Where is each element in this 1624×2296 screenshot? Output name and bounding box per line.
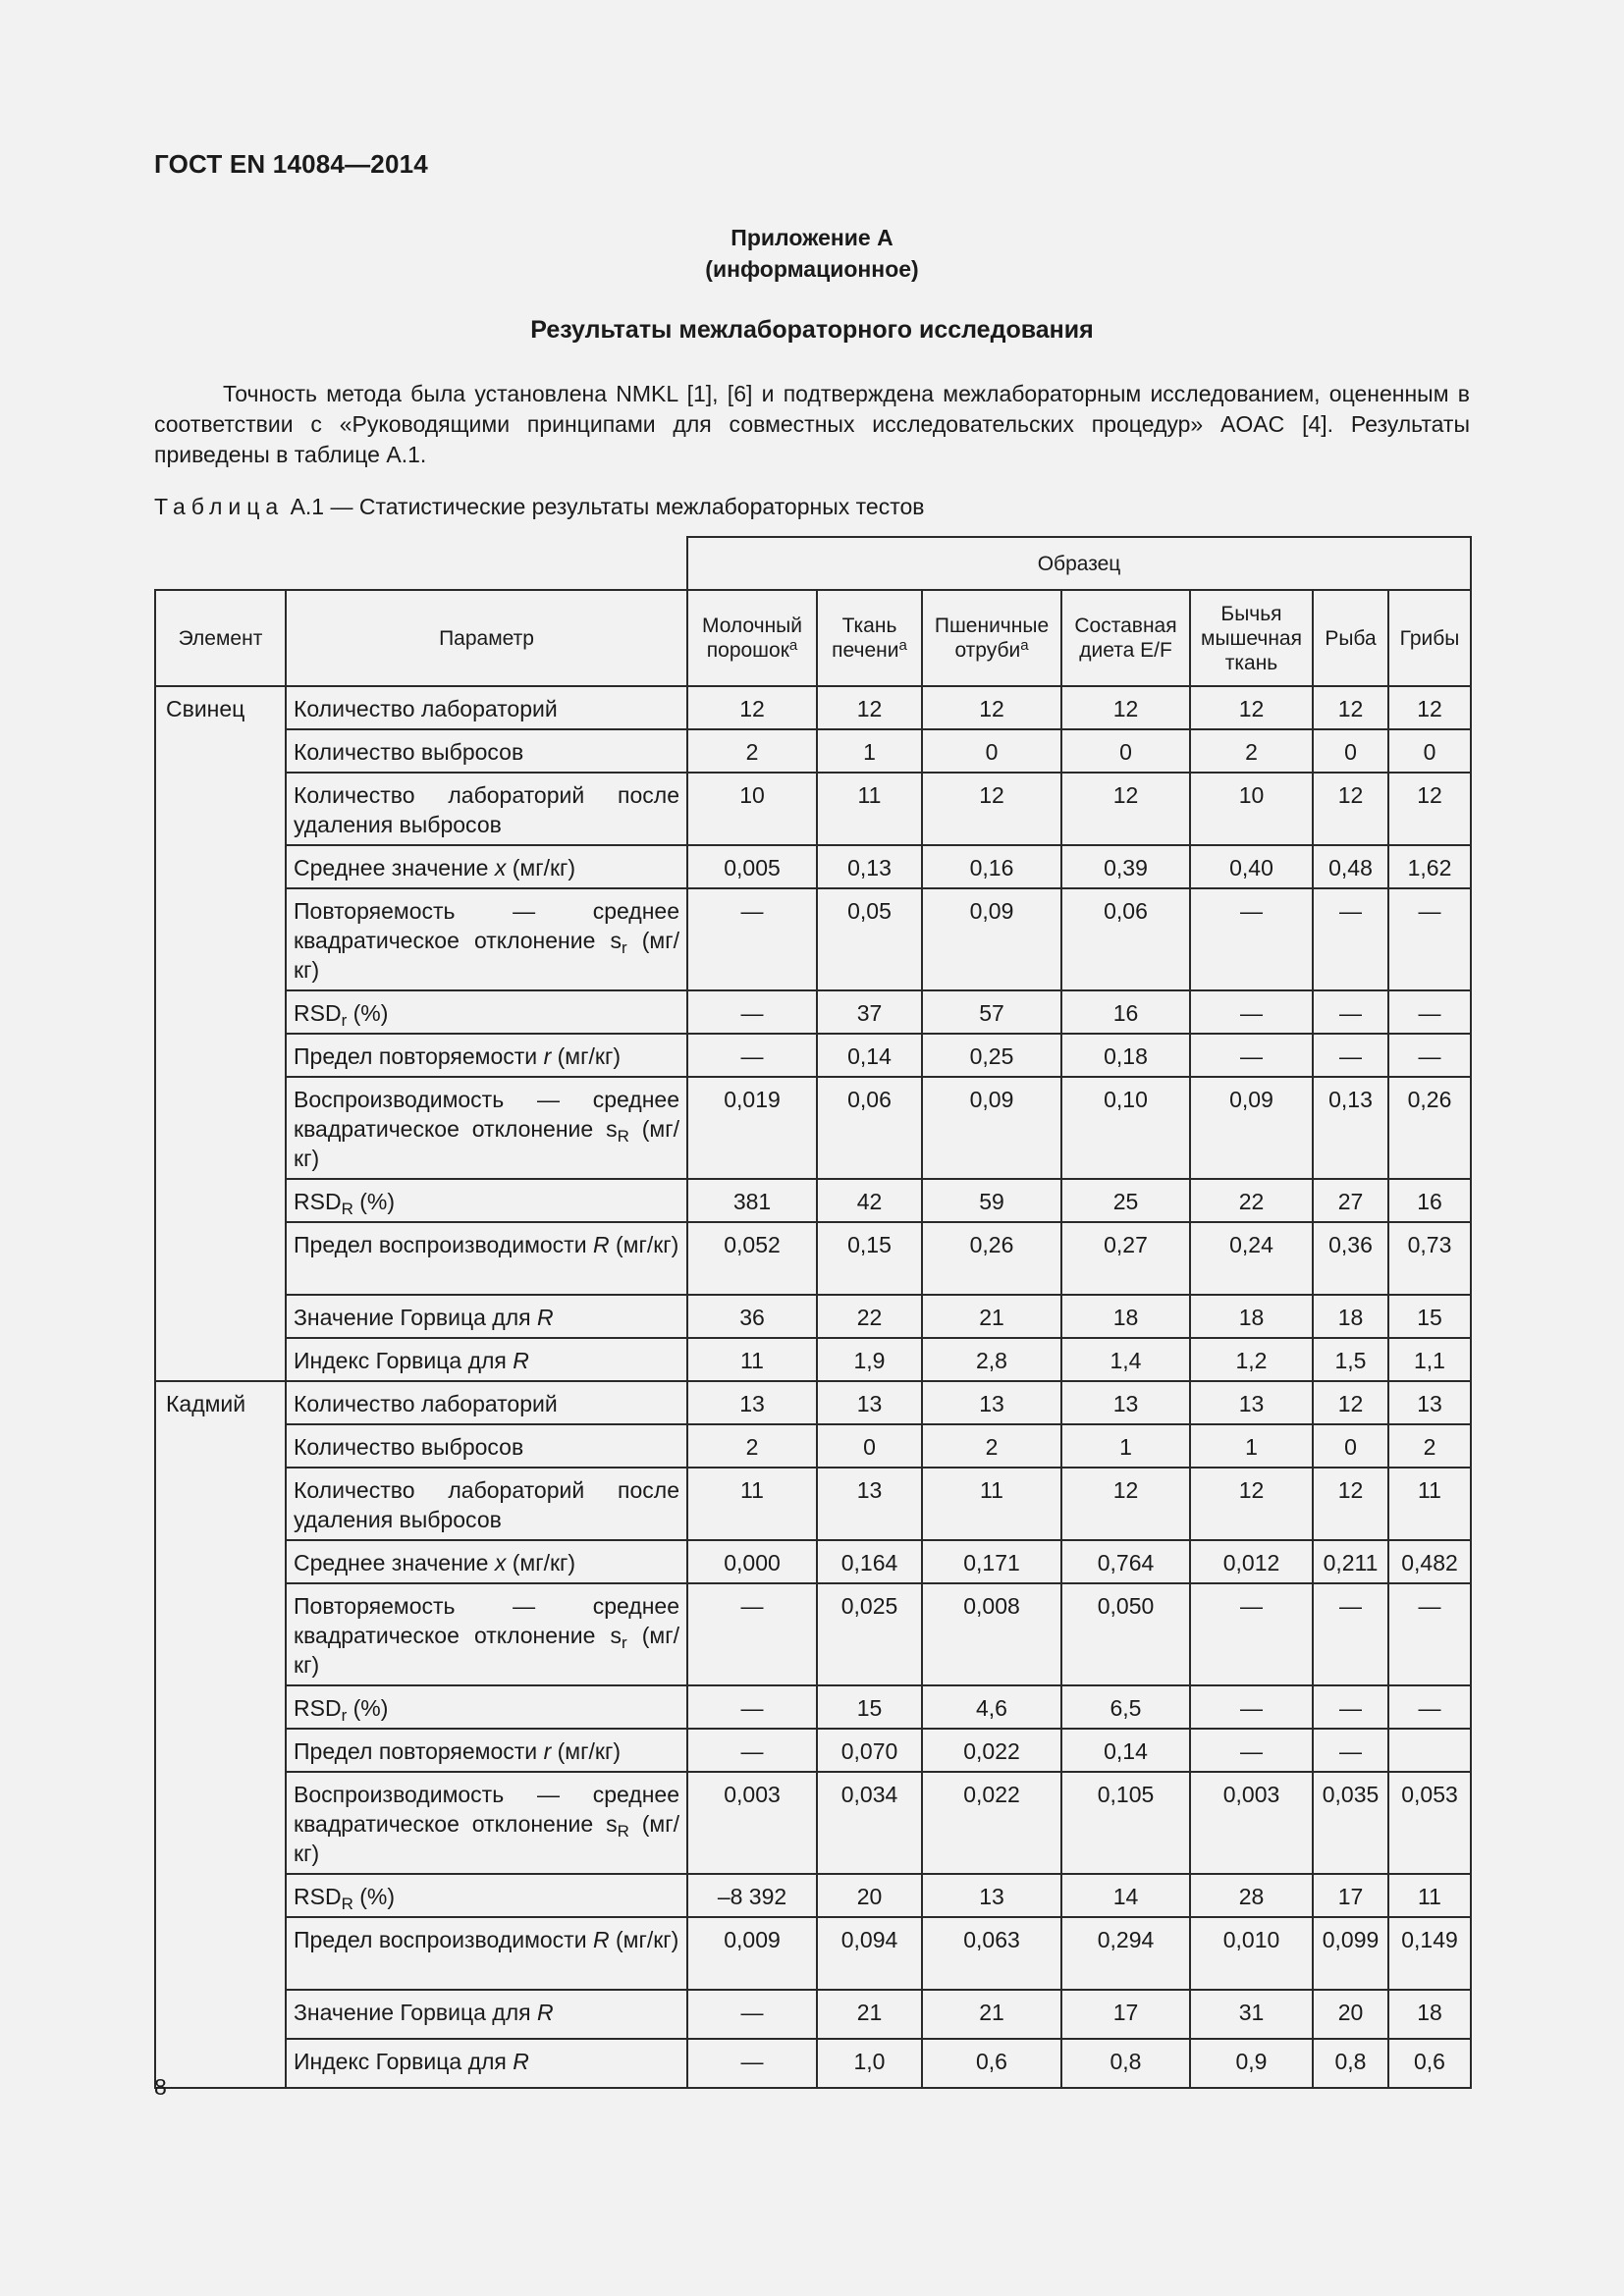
value-cell: 0,6 — [922, 2039, 1061, 2088]
value-cell: 1 — [1190, 1424, 1313, 1468]
parameter-text: Количество выбросов — [294, 739, 524, 765]
value-cell: 0,149 — [1388, 1917, 1471, 1990]
value-cell: 57 — [922, 990, 1061, 1034]
value-cell: 1,0 — [817, 2039, 922, 2088]
value-cell: — — [1190, 1685, 1313, 1729]
value-cell: 16 — [1388, 1179, 1471, 1222]
value-cell: 0,053 — [1388, 1772, 1471, 1874]
value-cell: — — [1313, 1685, 1388, 1729]
value-cell: 0,094 — [817, 1917, 922, 1990]
value-cell: 0,009 — [687, 1917, 817, 1990]
value-cell: 22 — [1190, 1179, 1313, 1222]
value-cell: 0,012 — [1190, 1540, 1313, 1583]
parameter-text: Повторяемость — среднее квадратическое отклонение s — [294, 898, 679, 953]
value-cell: 381 — [687, 1179, 817, 1222]
value-cell: 22 — [817, 1295, 922, 1338]
parameter-variable: x — [494, 855, 507, 881]
value-cell: 14 — [1061, 1874, 1190, 1917]
value-cell: 13 — [1388, 1381, 1471, 1424]
value-cell: 1,2 — [1190, 1338, 1313, 1381]
parameter-cell — [286, 1222, 687, 1295]
table-row — [155, 773, 1471, 845]
parameter-unit: (мг/кг) — [294, 1811, 679, 1866]
value-cell: — — [687, 1034, 817, 1077]
value-cell: 42 — [817, 1179, 922, 1222]
value-cell: 13 — [922, 1874, 1061, 1917]
parameter-cell — [286, 888, 687, 990]
table-row — [155, 1468, 1471, 1540]
value-cell: 11 — [817, 773, 922, 845]
value-cell: — — [1190, 1034, 1313, 1077]
parameter-cell — [286, 1874, 687, 1917]
table-row — [155, 686, 1471, 729]
value-cell: 18 — [1190, 1295, 1313, 1338]
value-cell: — — [1388, 888, 1471, 990]
parameter-cell — [286, 773, 687, 845]
annex-title: Приложение А — [731, 225, 893, 250]
value-cell: 0,211 — [1313, 1540, 1388, 1583]
value-cell: 0,24 — [1190, 1222, 1313, 1295]
value-cell — [1388, 1729, 1471, 1772]
parameter-cell — [286, 1729, 687, 1772]
value-cell: 2 — [1388, 1424, 1471, 1468]
value-cell: 12 — [1388, 686, 1471, 729]
parameter-unit: (мг/кг) — [294, 928, 679, 983]
value-cell: 0,73 — [1388, 1222, 1471, 1295]
value-cell: 13 — [687, 1381, 817, 1424]
parameter-text: Предел воспроизводимости — [294, 1927, 593, 1952]
header-element: Элемент — [155, 590, 286, 686]
value-cell: 13 — [1190, 1381, 1313, 1424]
value-cell: 0,171 — [922, 1540, 1061, 1583]
value-cell: 0,6 — [1388, 2039, 1471, 2088]
value-cell: –8 392 — [687, 1874, 817, 1917]
value-cell: 0,099 — [1313, 1917, 1388, 1990]
value-cell: 0 — [922, 729, 1061, 773]
parameter-variable: R — [592, 1232, 610, 1257]
table-row — [155, 1685, 1471, 1729]
value-cell: 2 — [1190, 729, 1313, 773]
value-cell: — — [1190, 1583, 1313, 1685]
parameter-cell — [286, 1295, 687, 1338]
table-row — [155, 1424, 1471, 1468]
value-cell: 12 — [1061, 1468, 1190, 1540]
value-cell: 0,14 — [817, 1034, 922, 1077]
parameter-subscript: R — [341, 1200, 353, 1218]
value-cell: 11 — [1388, 1468, 1471, 1540]
parameter-variable: R — [537, 2000, 554, 2025]
value-cell: 13 — [922, 1381, 1061, 1424]
value-cell: 0,13 — [817, 845, 922, 888]
value-cell: 21 — [817, 1990, 922, 2039]
parameter-unit: (%) — [352, 1884, 396, 1909]
value-cell: 11 — [687, 1338, 817, 1381]
parameter-text: Среднее значение — [294, 1550, 495, 1575]
parameter-cell — [286, 1381, 687, 1424]
value-cell: — — [687, 1685, 817, 1729]
value-cell: 17 — [1313, 1874, 1388, 1917]
parameter-subscript: R — [617, 1822, 629, 1841]
parameter-cell — [286, 1917, 687, 1990]
parameter-unit: (мг/кг) — [609, 1232, 679, 1257]
value-cell: 0,8 — [1313, 2039, 1388, 2088]
parameter-subscript: R — [341, 1895, 353, 1913]
parameter-cell — [286, 686, 687, 729]
parameter-cell — [286, 729, 687, 773]
value-cell: 18 — [1061, 1295, 1190, 1338]
value-cell: 0 — [1313, 1424, 1388, 1468]
table-row — [155, 1729, 1471, 1772]
value-cell: 16 — [1061, 990, 1190, 1034]
table-row — [155, 845, 1471, 888]
value-cell: — — [687, 1729, 817, 1772]
parameter-text: Повторяемость — среднее квадратическое отклонение s — [294, 1593, 679, 1648]
value-cell: 11 — [1388, 1874, 1471, 1917]
parameter-variable: r — [543, 1738, 552, 1764]
parameter-text: Значение Горвица для — [294, 2000, 537, 2025]
value-cell: 12 — [1190, 686, 1313, 729]
value-cell: 0,034 — [817, 1772, 922, 1874]
parameter-text: Среднее значение — [294, 855, 495, 881]
parameter-variable: R — [592, 1927, 610, 1952]
value-cell: — — [687, 1990, 817, 2039]
value-cell: 0,36 — [1313, 1222, 1388, 1295]
parameter-text: Предел повторяемости — [294, 1738, 544, 1764]
value-cell: 12 — [1388, 773, 1471, 845]
value-cell: 0,25 — [922, 1034, 1061, 1077]
parameter-cell — [286, 1468, 687, 1540]
value-cell: 0,16 — [922, 845, 1061, 888]
value-cell: 31 — [1190, 1990, 1313, 2039]
value-cell: 2 — [687, 1424, 817, 1468]
value-cell: 0,005 — [687, 845, 817, 888]
table-row — [155, 1295, 1471, 1338]
value-cell: 12 — [1190, 1468, 1313, 1540]
parameter-text: RSD — [294, 1884, 342, 1909]
parameter-variable: x — [494, 1550, 507, 1575]
table-row — [155, 1917, 1471, 1990]
table-row — [155, 1179, 1471, 1222]
value-cell: 0,14 — [1061, 1729, 1190, 1772]
element-cell-lead: Свинец — [155, 686, 286, 1381]
annex-type: (информационное) — [705, 256, 919, 282]
value-cell: 0,40 — [1190, 845, 1313, 888]
table-row — [155, 1077, 1471, 1179]
parameter-unit: (%) — [347, 1000, 389, 1026]
table-row — [155, 1540, 1471, 1583]
value-cell: — — [1190, 990, 1313, 1034]
value-cell: 0,035 — [1313, 1772, 1388, 1874]
value-cell: 0,050 — [1061, 1583, 1190, 1685]
intro-paragraph: Точность метода была установлена NMKL [1], [6] и подтверждена межлабораторным исследованием, оцененным в соответствии с «Руководящими принципами для совместных исследовательских процедур» AOAC [4]. Результаты приведены в таблице А.1. — [154, 381, 1470, 467]
value-cell: 20 — [817, 1874, 922, 1917]
value-cell: 0 — [1313, 729, 1388, 773]
parameter-unit: (мг/кг) — [551, 1043, 621, 1069]
value-cell: 0,10 — [1061, 1077, 1190, 1179]
section-heading: Результаты межлабораторного исследования — [530, 316, 1094, 344]
value-cell: 12 — [1313, 773, 1388, 845]
value-cell: — — [1388, 1685, 1471, 1729]
value-cell: 13 — [1061, 1381, 1190, 1424]
parameter-text: Количество лабораторий после удаления выбросов — [294, 782, 679, 837]
parameter-text: Индекс Горвица для — [294, 2049, 514, 2074]
value-cell: — — [1313, 888, 1388, 990]
value-cell: 28 — [1190, 1874, 1313, 1917]
value-cell: — — [687, 888, 817, 990]
value-cell: 27 — [1313, 1179, 1388, 1222]
value-cell: 12 — [1313, 686, 1388, 729]
value-cell: — — [1313, 1729, 1388, 1772]
value-cell: 0,09 — [1190, 1077, 1313, 1179]
value-cell: 0,9 — [1190, 2039, 1313, 2088]
parameter-subscript: r — [341, 1011, 348, 1030]
value-cell: 36 — [687, 1295, 817, 1338]
value-cell: 0,15 — [817, 1222, 922, 1295]
value-cell: 18 — [1388, 1990, 1471, 2039]
parameter-text: Количество лабораторий — [294, 696, 558, 721]
element-cell-cadmium: Кадмий — [155, 1381, 286, 2088]
value-cell: 0,003 — [1190, 1772, 1313, 1874]
value-cell: — — [1388, 1583, 1471, 1685]
value-cell: 0,8 — [1061, 2039, 1190, 2088]
value-cell: 0,06 — [817, 1077, 922, 1179]
parameter-text: Воспроизводимость — среднее квадратическое отклонение s — [294, 1782, 679, 1837]
value-cell: 1,5 — [1313, 1338, 1388, 1381]
table-caption-text: А.1 — Статистические результаты межлабораторных тестов — [290, 494, 925, 519]
value-cell: — — [1313, 990, 1388, 1034]
table-row — [155, 1583, 1471, 1685]
value-cell: 13 — [817, 1468, 922, 1540]
parameter-text: RSD — [294, 1189, 342, 1214]
parameter-cell — [286, 990, 687, 1034]
value-cell: 0,13 — [1313, 1077, 1388, 1179]
value-cell: 1,1 — [1388, 1338, 1471, 1381]
parameter-unit: (%) — [352, 1189, 396, 1214]
table-row — [155, 2039, 1471, 2088]
value-cell: — — [1190, 1729, 1313, 1772]
table-caption-word: Таблица — [154, 494, 285, 519]
header-parameter: Параметр — [286, 590, 687, 686]
table-row — [155, 1034, 1471, 1077]
parameter-unit: (%) — [347, 1695, 389, 1721]
value-cell: 12 — [817, 686, 922, 729]
value-cell: 0,48 — [1313, 845, 1388, 888]
parameter-text: Количество лабораторий — [294, 1391, 558, 1416]
value-cell: 4,6 — [922, 1685, 1061, 1729]
parameter-variable: r — [543, 1043, 552, 1069]
parameter-subscript: R — [617, 1127, 629, 1146]
parameter-cell — [286, 1179, 687, 1222]
value-cell: 0,019 — [687, 1077, 817, 1179]
header-sample-fish: Рыба — [1313, 590, 1388, 686]
value-cell: 0,025 — [817, 1583, 922, 1685]
value-cell: 0,008 — [922, 1583, 1061, 1685]
parameter-cell — [286, 2039, 687, 2088]
parameter-text: Количество лабораторий после удаления выбросов — [294, 1477, 679, 1532]
value-cell: 0,18 — [1061, 1034, 1190, 1077]
value-cell: 12 — [687, 686, 817, 729]
value-cell: 21 — [922, 1295, 1061, 1338]
value-cell: 0,26 — [1388, 1077, 1471, 1179]
value-cell: — — [1388, 1034, 1471, 1077]
value-cell: 0,06 — [1061, 888, 1190, 990]
value-cell: 37 — [817, 990, 922, 1034]
value-cell: 12 — [1313, 1381, 1388, 1424]
parameter-cell — [286, 845, 687, 888]
header-sample-mushrooms: Грибы — [1388, 590, 1471, 686]
parameter-subscript: r — [341, 1706, 348, 1725]
table-body — [155, 686, 1471, 2088]
parameter-text: Значение Горвица для — [294, 1305, 537, 1330]
header-sample-diet: Составная диета E/F — [1061, 590, 1190, 686]
parameter-unit: (мг/кг) — [294, 1623, 679, 1678]
parameter-variable: R — [513, 1348, 529, 1373]
value-cell: 11 — [922, 1468, 1061, 1540]
parameter-text: Индекс Горвица для — [294, 1348, 514, 1373]
parameter-cell — [286, 1772, 687, 1874]
table-caption — [154, 494, 925, 520]
table-row — [155, 1874, 1471, 1917]
table-row — [155, 888, 1471, 990]
value-cell: 0 — [1061, 729, 1190, 773]
value-cell: — — [1313, 1034, 1388, 1077]
value-cell: 11 — [687, 1468, 817, 1540]
value-cell: 12 — [1061, 773, 1190, 845]
value-cell: 6,5 — [1061, 1685, 1190, 1729]
header-sample-milk-powder: Молочный порошок$^a$ — [687, 590, 817, 686]
value-cell: 1,4 — [1061, 1338, 1190, 1381]
parameter-unit: (мг/кг) — [506, 855, 576, 881]
value-cell: 0,003 — [687, 1772, 817, 1874]
table-row — [155, 1381, 1471, 1424]
parameter-unit: (мг/кг) — [294, 1116, 679, 1171]
parameter-unit: (мг/кг) — [506, 1550, 576, 1575]
parameter-text: RSD — [294, 1695, 342, 1721]
results-table — [154, 536, 1472, 2089]
value-cell: 0,022 — [922, 1772, 1061, 1874]
parameter-cell — [286, 1034, 687, 1077]
page-number: 8 — [154, 2074, 167, 2100]
value-cell: 15 — [817, 1685, 922, 1729]
value-cell: — — [687, 990, 817, 1034]
value-cell: 1,62 — [1388, 845, 1471, 888]
value-cell: 0,022 — [922, 1729, 1061, 1772]
parameter-cell — [286, 1540, 687, 1583]
value-cell: — — [1388, 990, 1471, 1034]
table-row — [155, 1222, 1471, 1295]
value-cell: 1,9 — [817, 1338, 922, 1381]
value-cell: 12 — [922, 686, 1061, 729]
value-cell: — — [1190, 888, 1313, 990]
parameter-unit: (мг/кг) — [551, 1738, 621, 1764]
value-cell: 0,482 — [1388, 1540, 1471, 1583]
value-cell: 0,294 — [1061, 1917, 1190, 1990]
table-row — [155, 1338, 1471, 1381]
value-cell: 0,052 — [687, 1222, 817, 1295]
parameter-cell — [286, 1990, 687, 2039]
value-cell: 59 — [922, 1179, 1061, 1222]
parameter-subscript: r — [621, 1633, 627, 1652]
parameter-subscript: r — [621, 938, 627, 957]
parameter-cell — [286, 1077, 687, 1179]
value-cell: 0,09 — [922, 888, 1061, 990]
value-cell: 18 — [1313, 1295, 1388, 1338]
table-row — [155, 990, 1471, 1034]
parameter-text: Количество выбросов — [294, 1434, 524, 1460]
value-cell: 10 — [687, 773, 817, 845]
value-cell: 0,063 — [922, 1917, 1061, 1990]
value-cell: 21 — [922, 1990, 1061, 2039]
parameter-variable: R — [537, 1305, 554, 1330]
value-cell: — — [687, 2039, 817, 2088]
parameter-cell — [286, 1424, 687, 1468]
value-cell: 0,39 — [1061, 845, 1190, 888]
value-cell: 2,8 — [922, 1338, 1061, 1381]
parameter-text: RSD — [294, 1000, 342, 1026]
header-sample-group: Образец — [687, 537, 1471, 590]
value-cell: 0,105 — [1061, 1772, 1190, 1874]
parameter-text: Воспроизводимость — среднее квадратическое отклонение s — [294, 1087, 679, 1142]
value-cell: 12 — [922, 773, 1061, 845]
header-sample-bovine-muscle: Бычья мышечная ткань — [1190, 590, 1313, 686]
value-cell: 13 — [817, 1381, 922, 1424]
value-cell: 2 — [922, 1424, 1061, 1468]
value-cell: 10 — [1190, 773, 1313, 845]
table-row — [155, 1990, 1471, 2039]
value-cell: 0 — [1388, 729, 1471, 773]
value-cell: 0,27 — [1061, 1222, 1190, 1295]
value-cell: 0,26 — [922, 1222, 1061, 1295]
parameter-variable: R — [513, 2049, 529, 2074]
value-cell: 0,010 — [1190, 1917, 1313, 1990]
value-cell: 17 — [1061, 1990, 1190, 2039]
table-row — [155, 1772, 1471, 1874]
value-cell: 0,05 — [817, 888, 922, 990]
parameter-cell — [286, 1583, 687, 1685]
value-cell: 0,070 — [817, 1729, 922, 1772]
table-blank-corner — [155, 537, 687, 590]
value-cell: 15 — [1388, 1295, 1471, 1338]
value-cell: 25 — [1061, 1179, 1190, 1222]
document-id: ГОСТ EN 14084—2014 — [154, 149, 428, 179]
table-row — [155, 729, 1471, 773]
value-cell: 0,09 — [922, 1077, 1061, 1179]
parameter-text: Предел повторяемости — [294, 1043, 544, 1069]
header-sample-liver: Ткань печени$^a$ — [817, 590, 922, 686]
value-cell: 0,764 — [1061, 1540, 1190, 1583]
parameter-unit: (мг/кг) — [609, 1927, 679, 1952]
parameter-text: Предел воспроизводимости — [294, 1232, 593, 1257]
value-cell: 12 — [1313, 1468, 1388, 1540]
value-cell: — — [687, 1583, 817, 1685]
value-cell: 0,164 — [817, 1540, 922, 1583]
header-sample-wheat-bran: Пшеничные отруби$^a$ — [922, 590, 1061, 686]
value-cell: 20 — [1313, 1990, 1388, 2039]
parameter-cell — [286, 1685, 687, 1729]
value-cell: 1 — [1061, 1424, 1190, 1468]
value-cell: 0,000 — [687, 1540, 817, 1583]
value-cell: — — [1313, 1583, 1388, 1685]
value-cell: 2 — [687, 729, 817, 773]
value-cell: 1 — [817, 729, 922, 773]
value-cell: 12 — [1061, 686, 1190, 729]
value-cell: 0 — [817, 1424, 922, 1468]
parameter-cell — [286, 1338, 687, 1381]
